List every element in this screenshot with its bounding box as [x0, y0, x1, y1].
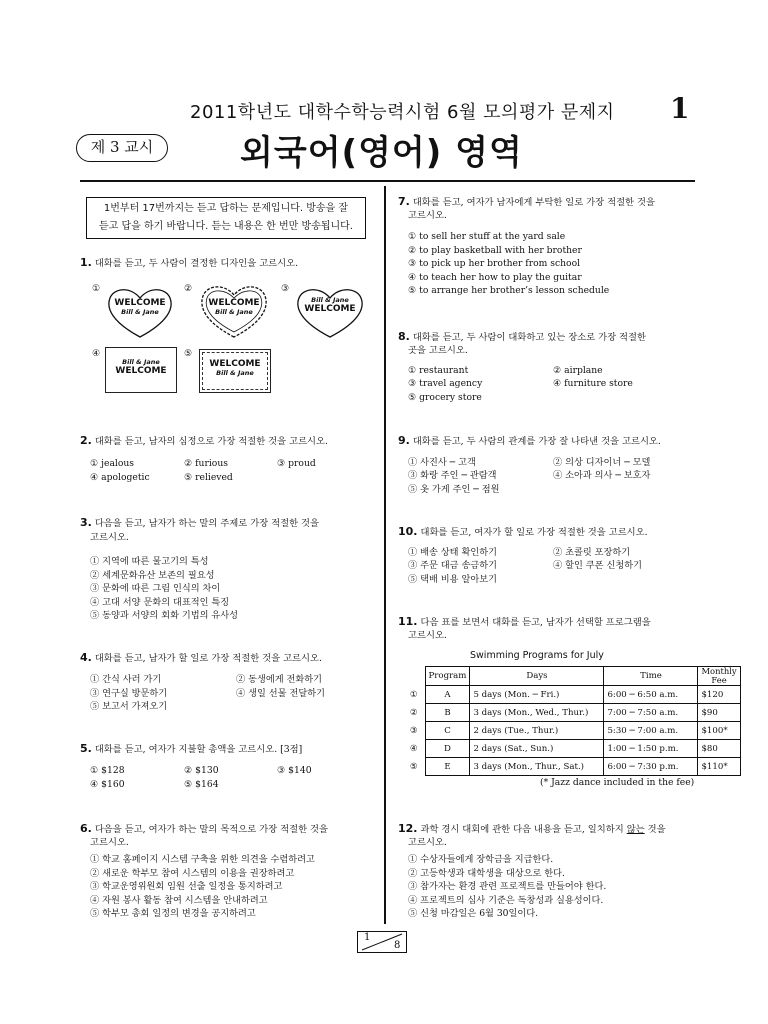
answer-option-3[interactable]: ③ travel agency — [408, 378, 483, 389]
question-11 — [398, 615, 651, 630]
table-row[interactable] — [403, 722, 740, 740]
question-text-cont: 고르시오. — [408, 630, 447, 641]
question-text-cont: 고르시오. — [408, 837, 447, 848]
answer-option-5[interactable]: ⑤ grocery store — [408, 392, 482, 403]
design-names-text: Bill & Jane — [215, 308, 253, 316]
cell-days: 2 days (Sat., Sun.) — [470, 740, 604, 758]
options-list — [408, 230, 609, 298]
exam-subtitle: 2011학년도 대학수학능력시험 6월 모의평가 문제지 — [190, 102, 615, 123]
question-text: 다음을 듣고, 남자가 하는 말의 주제로 가장 적절한 것을 — [94, 518, 319, 529]
answer-option-2[interactable]: ② 세계문화유산 보존의 필요성 — [90, 569, 215, 581]
answer-option-4[interactable]: ④ 고대 서양 문화의 대표적인 특징 — [90, 596, 230, 608]
answer-option-3[interactable]: ③ 참가자는 환경 관련 프로젝트를 만들어야 한다. — [408, 881, 607, 892]
question-text-cont: 고르시오. — [408, 210, 447, 221]
answer-option-5[interactable]: ⑤ 옷 가게 주인 ─ 점원 — [408, 484, 500, 495]
cell-days: 3 days (Mon., Thur., Sat.) — [470, 758, 604, 776]
page-indicator — [357, 931, 407, 953]
answer-option-4[interactable]: ④ 자원 봉사 활동 참여 시스템을 안내하려고 — [90, 894, 268, 906]
answer-option-4[interactable]: ④ 할인 쿠폰 신청하기 — [553, 560, 642, 571]
cell-fee: $110* — [698, 758, 740, 776]
header-rule — [80, 180, 695, 182]
design-names-text: Bill & Jane — [311, 296, 349, 304]
question-6 — [80, 822, 328, 837]
question-text: 대화를 듣고, 여자가 할 일로 가장 적절한 것을 고르시오. — [420, 527, 648, 538]
answer-option-1[interactable]: ① 사진사 ─ 고객 — [408, 457, 476, 468]
current-page: 1 — [364, 932, 371, 943]
question-number: 3. — [80, 516, 92, 529]
answer-option-3[interactable]: ③ 화랑 주인 ─ 관람객 — [408, 470, 497, 481]
cell-days: 2 days (Tue., Thur.) — [470, 722, 604, 740]
question-number: 4. — [80, 651, 92, 664]
swimming-programs-table — [403, 666, 741, 776]
answer-option-5[interactable]: ⑤ relieved — [184, 472, 233, 483]
answer-option-3[interactable]: ③ to pick up her brother from school — [408, 258, 581, 269]
cell-program: E — [425, 758, 470, 776]
table-row[interactable] — [403, 704, 740, 722]
col-header-time: Time — [604, 667, 698, 686]
answer-option-4[interactable]: ④ 소아과 의사 ─ 보호자 — [553, 470, 651, 481]
answer-option-3[interactable]: ③ 연구실 방문하기 — [90, 688, 168, 699]
cell-time: 6:00 ─ 6:50 a.m. — [604, 686, 698, 704]
question-4 — [80, 651, 322, 666]
question-2 — [80, 434, 328, 449]
cell-time: 1:00 ─ 1:50 p.m. — [604, 740, 698, 758]
question-number: 10. — [398, 525, 418, 538]
cell-fee: $100* — [698, 722, 740, 740]
answer-option-1[interactable]: ① 수상자들에게 장학금을 지급한다. — [408, 854, 554, 865]
question-text: 대화를 듣고, 여자가 남자에게 부탁한 일로 가장 적절한 것을 — [412, 197, 655, 208]
answer-option-1[interactable]: ① to sell her stuff at the yard sale — [408, 231, 566, 242]
answer-option-5[interactable]: ⑤ 택배 비용 알아보기 — [408, 574, 497, 585]
answer-option-2[interactable]: ② $130 — [184, 765, 219, 776]
question-text: 대화를 듣고, 남자의 심정으로 가장 적절한 것을 고르시오. — [94, 436, 328, 447]
question-10 — [398, 525, 648, 540]
question-number: 9. — [398, 434, 410, 447]
design-welcome-text: WELCOME — [115, 366, 167, 376]
question-9 — [398, 434, 661, 449]
options-list — [408, 853, 606, 921]
question-12 — [398, 822, 666, 837]
answer-option-2[interactable]: ② 고등학생과 대학생을 대상으로 한다. — [408, 867, 565, 879]
design-names-text: Bill & Jane — [121, 308, 159, 316]
notice-line-2: 듣고 답을 하기 바랍니다. 듣는 내용은 한 번만 방송됩니다. — [99, 221, 353, 232]
answer-option-5[interactable]: ⑤ 신청 마감일은 6월 30일이다. — [408, 908, 539, 919]
swimming-table-wrapper — [403, 666, 741, 776]
question-text-cont: 곳을 고르시오. — [408, 345, 468, 356]
question-text: 대화를 듣고, 남자가 할 일로 가장 적절한 것을 고르시오. — [94, 653, 322, 664]
answer-option-2[interactable]: ② 동생에게 전화하기 — [236, 674, 323, 685]
question-text: 대화를 듣고, 두 사람이 대화하고 있는 장소로 가장 적절한 — [412, 332, 646, 343]
question-number: 1. — [80, 256, 92, 269]
question-number: 12. — [398, 822, 418, 835]
answer-option-1[interactable]: ① restaurant — [408, 365, 469, 376]
cell-days: 5 days (Mon. ─ Fri.) — [470, 686, 604, 704]
cell-program: B — [425, 704, 470, 722]
design-marker: ④ — [92, 348, 101, 359]
notice-line-1: 1번부터 17번까지는 듣고 답하는 문제입니다. 방송을 잘 — [103, 203, 349, 214]
cell-time: 6:00 ─ 7:30 p.m. — [604, 758, 698, 776]
cell-program: C — [425, 722, 470, 740]
row-marker: ② — [409, 707, 418, 718]
question-text-cont: 고르시오. — [90, 837, 129, 848]
design-option-3[interactable] — [293, 284, 367, 340]
cell-time: 7:00 ─ 7:50 a.m. — [604, 704, 698, 722]
column-divider — [384, 186, 386, 924]
answer-option-5[interactable]: ⑤ 보고서 가져오기 — [90, 701, 168, 712]
question-text: 다음을 듣고, 여자가 하는 말의 목적으로 가장 적절한 것을 — [94, 824, 328, 835]
row-marker: ⑤ — [409, 761, 418, 772]
design-welcome-text: WELCOME — [304, 304, 356, 314]
question-3 — [80, 516, 319, 531]
question-5 — [80, 742, 302, 757]
answer-option-5[interactable]: ⑤ $164 — [184, 779, 219, 790]
cell-fee: $90 — [698, 704, 740, 722]
col-header-program: Program — [425, 667, 470, 686]
answer-option-4[interactable]: ④ furniture store — [553, 378, 633, 389]
question-text-end: 것을 — [644, 824, 666, 835]
answer-option-3[interactable]: ③ 학교운영위원회 임원 선출 일정을 통지하려고 — [90, 881, 283, 892]
question-number: 6. — [80, 822, 92, 835]
page-title: 외국어(영어) 영역 — [240, 133, 523, 173]
design-option-5[interactable] — [199, 349, 271, 393]
answer-option-1[interactable]: ① 배송 상태 확인하기 — [408, 547, 497, 558]
question-text-cont: 고르시오. — [90, 532, 129, 543]
cell-program: A — [425, 686, 470, 704]
design-option-2[interactable] — [197, 282, 271, 340]
total-pages: 8 — [394, 940, 401, 951]
answer-option-5[interactable]: ⑤ 학부모 총회 일정의 변경을 공지하려고 — [90, 908, 256, 919]
cell-days: 3 days (Mon., Wed., Thur.) — [470, 704, 604, 722]
design-welcome-text: WELCOME — [209, 359, 261, 369]
answer-option-5[interactable]: ⑤ 동양과 서양의 회화 기법의 유사성 — [90, 610, 239, 621]
answer-option-2[interactable]: ② airplane — [553, 365, 603, 376]
cell-time: 5:30 ─ 7:00 a.m. — [604, 722, 698, 740]
answer-option-3[interactable]: ③ proud — [277, 458, 316, 469]
table-header-row — [403, 667, 740, 686]
options-list — [90, 555, 238, 623]
answer-option-1[interactable]: ① 간식 사러 가기 — [90, 674, 162, 685]
period-badge: 제 3 교시 — [76, 134, 168, 162]
question-text-underlined: 않는 — [626, 824, 645, 835]
design-marker: ① — [92, 283, 101, 294]
question-number: 5. — [80, 742, 92, 755]
answer-option-1[interactable]: ① 학교 홈페이지 시스템 구축을 위한 의견을 수렴하려고 — [90, 854, 315, 865]
question-1 — [80, 256, 298, 271]
answer-option-3[interactable]: ③ 주문 대금 송금하기 — [408, 560, 497, 571]
question-text: 다음 표를 보면서 대화를 듣고, 남자가 선택할 프로그램을 — [420, 617, 651, 628]
answer-option-4[interactable]: ④ to teach her how to play the guitar — [408, 271, 582, 283]
col-header-fee: Monthly Fee — [698, 667, 740, 686]
cell-program: D — [425, 740, 470, 758]
question-number: 7. — [398, 195, 410, 208]
question-text: 과학 경시 대회에 관한 다음 내용을 듣고, 일치하지 — [420, 824, 627, 835]
page-number: 1 — [670, 92, 690, 125]
table-note: (* Jazz dance included in the fee) — [540, 777, 695, 788]
answer-option-2[interactable]: ② to play basketball with her brother — [408, 244, 582, 256]
cell-fee: $120 — [698, 686, 740, 704]
design-marker: ③ — [281, 283, 290, 294]
question-text: 대화를 듣고, 여자가 지불할 총액을 고르시오. [3점] — [94, 744, 303, 755]
listening-notice — [86, 197, 366, 239]
answer-option-5[interactable]: ⑤ to arrange her brother’s lesson schedule — [408, 285, 610, 296]
question-number: 8. — [398, 330, 410, 343]
design-welcome-text: WELCOME — [208, 298, 260, 308]
question-text: 대화를 듣고, 두 사람이 결정한 디자인을 고르시오. — [94, 258, 299, 269]
table-row[interactable] — [403, 686, 740, 704]
answer-option-2[interactable]: ② 새로운 학부모 참여 시스템의 이용을 권장하려고 — [90, 867, 295, 879]
answer-option-2[interactable]: ② 초콜릿 포장하기 — [553, 547, 631, 558]
row-marker: ④ — [409, 743, 418, 754]
options-list — [90, 853, 315, 921]
design-names-text: Bill & Jane — [216, 369, 254, 377]
answer-option-3[interactable]: ③ 문화에 따른 그림 인식의 차이 — [90, 583, 221, 594]
question-number: 2. — [80, 434, 92, 447]
table-row[interactable] — [403, 758, 740, 776]
answer-option-2[interactable]: ② 의상 디자이너 ─ 모델 — [553, 457, 651, 468]
question-text: 대화를 듣고, 두 사람의 관계를 가장 잘 나타낸 것을 고르시오. — [412, 436, 661, 447]
col-header-days: Days — [470, 667, 604, 686]
answer-option-4[interactable]: ④ 생일 선물 전달하기 — [236, 688, 325, 699]
design-option-4[interactable] — [105, 347, 177, 393]
answer-option-4[interactable]: ④ apologetic — [90, 472, 150, 483]
answer-option-1[interactable]: ① jealous — [90, 458, 135, 469]
answer-option-2[interactable]: ② furious — [184, 458, 228, 469]
design-marker: ⑤ — [184, 348, 193, 359]
design-option-1[interactable] — [104, 284, 176, 340]
question-8 — [398, 330, 646, 345]
answer-option-4[interactable]: ④ 프로젝트의 심사 기준은 독창성과 실용성이다. — [408, 894, 604, 906]
design-marker: ② — [184, 283, 193, 294]
question-7 — [398, 195, 655, 210]
table-title: Swimming Programs for July — [470, 650, 604, 661]
design-names-text: Bill & Jane — [122, 358, 160, 366]
answer-option-4[interactable]: ④ $160 — [90, 779, 125, 790]
design-welcome-text: WELCOME — [114, 298, 166, 308]
answer-option-1[interactable]: ① 지역에 따른 물고기의 특성 — [90, 556, 209, 567]
question-number: 11. — [398, 615, 418, 628]
table-row[interactable] — [403, 740, 740, 758]
answer-option-1[interactable]: ① $128 — [90, 765, 125, 776]
cell-fee: $80 — [698, 740, 740, 758]
row-marker: ① — [409, 689, 418, 700]
answer-option-3[interactable]: ③ $140 — [277, 765, 312, 776]
row-marker: ③ — [409, 725, 418, 736]
